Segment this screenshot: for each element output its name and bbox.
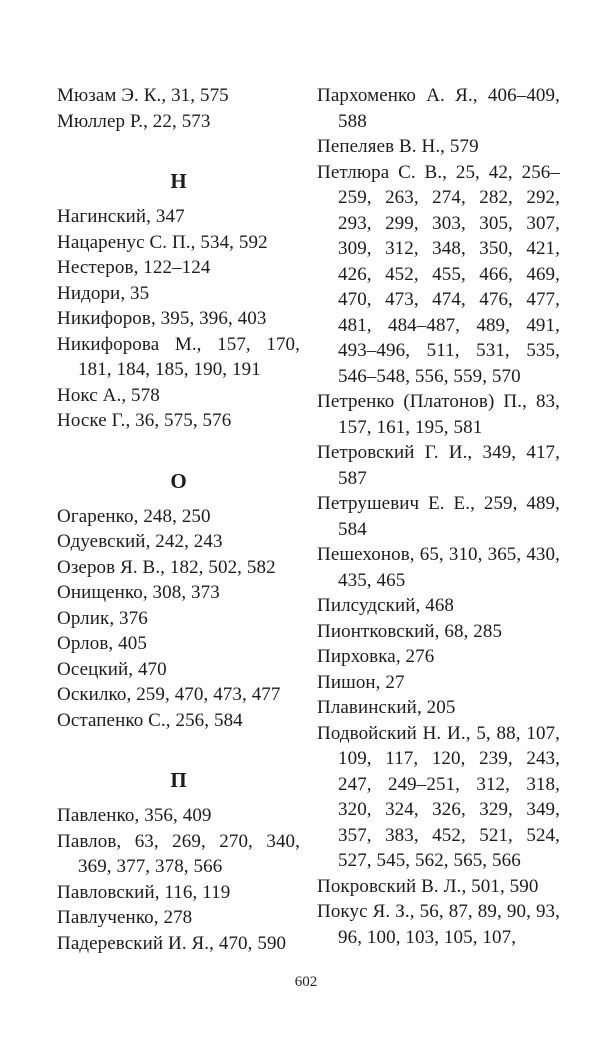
index-entry: Пилсудский, 468 [317, 595, 455, 616]
index-entry: Подвойский Н. И., 5, 88, 107, 109, 117, 120, 239, 243, 247, 249–251, 312, 318, 320, 324, 326, 329, 349, 357, 383, 452, 521, 524, 527, 545, 562, 565, 566 [317, 722, 560, 871]
index-entry: Мюллер Р., 22, 573 [57, 110, 211, 132]
index-entry: Павленко, 356, 409 [57, 805, 212, 826]
index-entry: Нидори, 35 [57, 282, 150, 304]
index-entry: Пирховка, 276 [317, 646, 435, 667]
index-entry: Павлученко, 278 [57, 907, 193, 928]
index-columns [57, 83, 560, 956]
index-entry: Носке Г., 36, 575, 576 [57, 410, 232, 431]
section-header: П [170, 768, 187, 792]
index-entry: Нацаренус С. П., 534, 592 [57, 231, 268, 253]
index-entry: Озеров Я. В., 182, 502, 582 [57, 556, 276, 578]
index-entry: Никифоров, 395, 396, 403 [57, 308, 267, 329]
index-entry: Оскилко, 259, 470, 473, 477 [57, 684, 281, 705]
index-entry: Петровский Г. И., 349, 417, 587 [317, 442, 560, 489]
index-entry: Пионтковский, 68, 285 [317, 620, 503, 642]
index-entry: Павловский, 116, 119 [57, 881, 231, 903]
index-entry: Пишон, 27 [317, 671, 405, 693]
index-entry: Петренко (Платонов) П., 83, 157, 161, 195, 581 [317, 391, 560, 438]
index-entry: Плавинский, 205 [317, 697, 456, 718]
index-entry: Падеревский И. Я., 470, 590 [57, 932, 287, 954]
index-entry: Покус Я. З., 56, 87, 89, 90, 93, 96, 100, 103, 105, 107, [317, 901, 560, 948]
index-entry: Никифорова М., 157, 170, 181, 184, 185, 190, 191 [57, 333, 300, 380]
index-entry: Павлов, 63, 269, 270, 340, 369, 377, 378, 566 [57, 830, 300, 877]
index-entry: Огаренко, 248, 250 [57, 505, 211, 527]
index-entry: Мюзам Э. К., 31, 575 [57, 85, 229, 106]
index-entry: Орлик, 376 [57, 607, 148, 629]
index-entry: Осецкий, 470 [57, 658, 167, 680]
index-entry: Одуевский, 242, 243 [57, 531, 223, 552]
index-entry: Пешехонов, 65, 310, 365, 430, 435, 465 [317, 544, 560, 591]
index-entry: Нагинский, 347 [57, 206, 185, 227]
index-entry: Остапенко С., 256, 584 [57, 709, 243, 731]
index-entry: Пепеляев В. Н., 579 [317, 136, 479, 157]
section-header: Н [170, 169, 187, 193]
index-entry: Онищенко, 308, 373 [57, 582, 220, 603]
index-entry: Нокс А., 578 [57, 384, 160, 406]
section-header: О [170, 468, 187, 493]
index-entry: Орлов, 405 [57, 633, 147, 654]
index-column-left [57, 83, 300, 956]
index-entry: Покровский В. Л., 501, 590 [317, 875, 539, 897]
index-entry: Нестеров, 122–124 [57, 257, 211, 278]
index-entry: Петлюра С. В., 25, 42, 256–259, 263, 274, 282, 292, 293, 299, 303, 305, 307, 309, 312, 348, 350, 421, 426, 452, 455, 466, 469, 470, 473, 474, 476, 477, 481, 484–487, 489, 491, 493–496, 511, 531, 535, 546–548, 556, 559, 570 [317, 161, 560, 387]
index-entry: Петрушевич Е. Е., 259, 489, 584 [317, 493, 560, 540]
index-entry: Пархоменко А. Я., 406–409, 588 [317, 85, 560, 132]
index-column-right [317, 83, 560, 956]
page-number: 602 [294, 974, 318, 990]
